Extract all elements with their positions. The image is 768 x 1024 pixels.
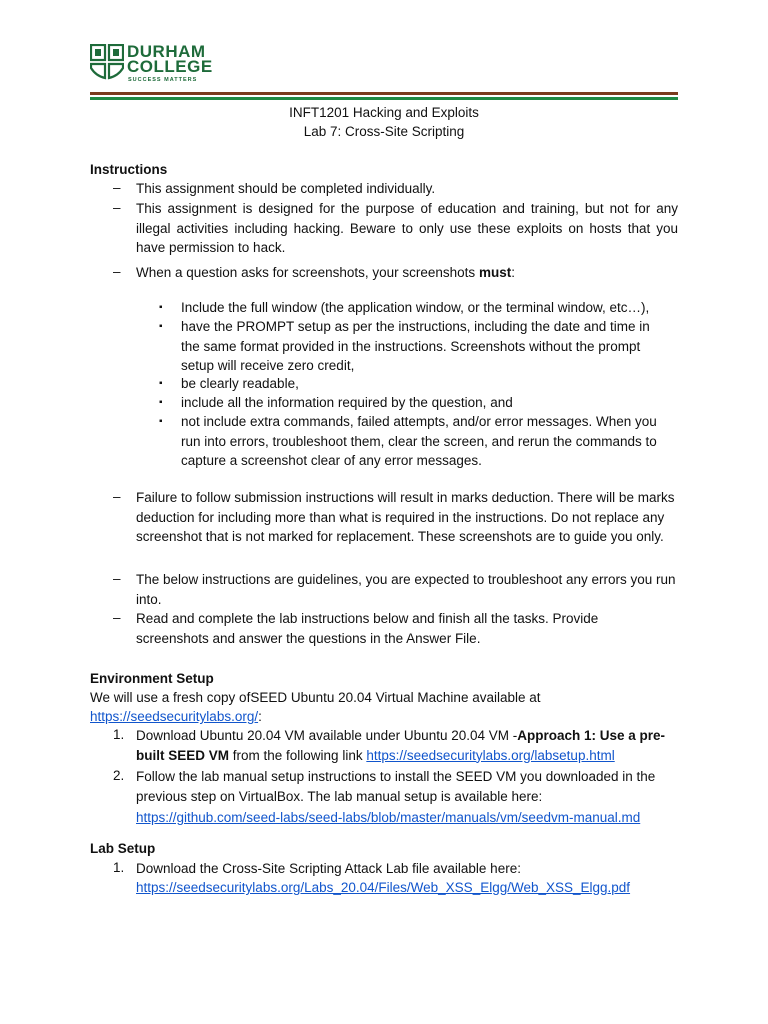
dash-marker: – xyxy=(113,489,121,504)
step-number: 1. xyxy=(113,727,125,742)
screenshot-rule: be clearly readable, xyxy=(181,376,299,391)
xss-lab-pdf-link[interactable]: https://seedsecuritylabs.org/Labs_20.04/Files/Web_XSS_Elgg/Web_XSS_Elgg.pdf xyxy=(136,880,631,895)
instructions-heading: Instructions xyxy=(90,162,168,177)
seed-labs-link[interactable]: https://seedsecuritylabs.org/ xyxy=(90,709,259,724)
course-title: INFT1201 Hacking and Exploits xyxy=(289,105,479,120)
college-logo xyxy=(90,42,213,84)
header-rule-green xyxy=(90,97,678,100)
bullet-marker: ▪ xyxy=(159,378,163,389)
logo-tagline: SUCCESS MATTERS xyxy=(128,77,198,83)
environment-step-2: Follow the lab manual setup instructions to install the SEED VM you downloaded in the previous step on VirtualBox. The lab manual setup is available here: xyxy=(136,769,656,804)
dash-marker: – xyxy=(113,610,121,625)
instruction-item: When a question asks for screenshots, your screenshots must: xyxy=(136,265,515,280)
instruction-item: Read and complete the lab instructions below and finish all the tasks. Provide screenshots and answer the questions in the Answer File. xyxy=(136,611,599,646)
lab-setup-step-1-link-line xyxy=(136,878,678,898)
screenshot-rule: have the PROMPT setup as per the instructions, including the date and time in the same format provided in the instructions. Screenshots without the prompt setup will receive zero credit, xyxy=(181,319,650,373)
lab-setup-step-1: Download the Cross-Site Scripting Attack Lab file available here: xyxy=(136,861,521,876)
step-number: 2. xyxy=(113,768,125,783)
seedvm-manual-link[interactable]: https://github.com/seed-labs/seed-labs/blob/master/manuals/vm/seedvm-manual.md xyxy=(136,810,641,825)
environment-step-2-link-line xyxy=(136,808,678,828)
instruction-item: Failure to follow submission instructions will result in marks deduction. There will be marks deduction for including more than what is required in the instructions. Do not replace any screenshot that is not marked for replacement. These screenshots are to guide you only. xyxy=(136,490,675,544)
step-number: 1. xyxy=(113,860,125,875)
bullet-marker: ▪ xyxy=(159,397,163,408)
dash-marker: – xyxy=(113,200,121,215)
must-emphasis: must xyxy=(478,265,512,280)
dash-marker: – xyxy=(113,264,121,279)
screenshot-rule: include all the information required by the question, and xyxy=(181,395,513,410)
header-rule-brown xyxy=(90,92,678,95)
shield-logo-icon xyxy=(90,44,124,80)
environment-intro: We will use a fresh copy ofSEED Ubuntu 20.04 Virtual Machine available at xyxy=(90,690,541,705)
bullet-marker: ▪ xyxy=(159,302,163,313)
logo-line2: COLLEGE xyxy=(127,57,213,76)
labsetup-link[interactable]: https://seedsecuritylabs.org/labsetup.html xyxy=(366,747,615,763)
screenshot-rule: not include extra commands, failed attempts, and/or error messages. When you run into errors, troubleshoot them, clear the screen, and rerun the commands to capture a screenshot clear of any error messages. xyxy=(181,414,657,468)
bullet-marker: ▪ xyxy=(159,321,163,332)
environment-intro-link-line: https://seedsecuritylabs.org/: xyxy=(90,709,262,724)
instruction-item: The below instructions are guidelines, you are expected to troubleshoot any errors you run into. xyxy=(136,572,676,607)
lab-title: Lab 7: Cross-Site Scripting xyxy=(303,124,465,139)
instruction-item: This assignment should be completed individually. xyxy=(136,181,436,196)
lab-setup-heading: Lab Setup xyxy=(90,841,156,856)
environment-heading: Environment Setup xyxy=(90,671,214,686)
logo-line1: DURHAM xyxy=(127,42,206,61)
environment-step-1: Download Ubuntu 20.04 VM available under Ubuntu 20.04 VM -Approach 1: Use a pre-built SEED VM from the following link https://seedsecuritylabs.org/labsetup.html xyxy=(136,728,666,763)
screenshot-rule: Include the full window (the application window, or the terminal window, etc…), xyxy=(181,300,650,315)
approach-emphasis: Approach 1: Use a pre-built SEED VM xyxy=(136,728,666,763)
instruction-item: This assignment is designed for the purpose of education and training, but not for any illegal activities including hacking. Beware to only use these exploits on hosts that you have permission to hack. xyxy=(136,201,678,255)
dash-marker: – xyxy=(113,571,121,586)
bullet-marker: ▪ xyxy=(159,416,163,427)
dash-marker: – xyxy=(113,180,121,195)
